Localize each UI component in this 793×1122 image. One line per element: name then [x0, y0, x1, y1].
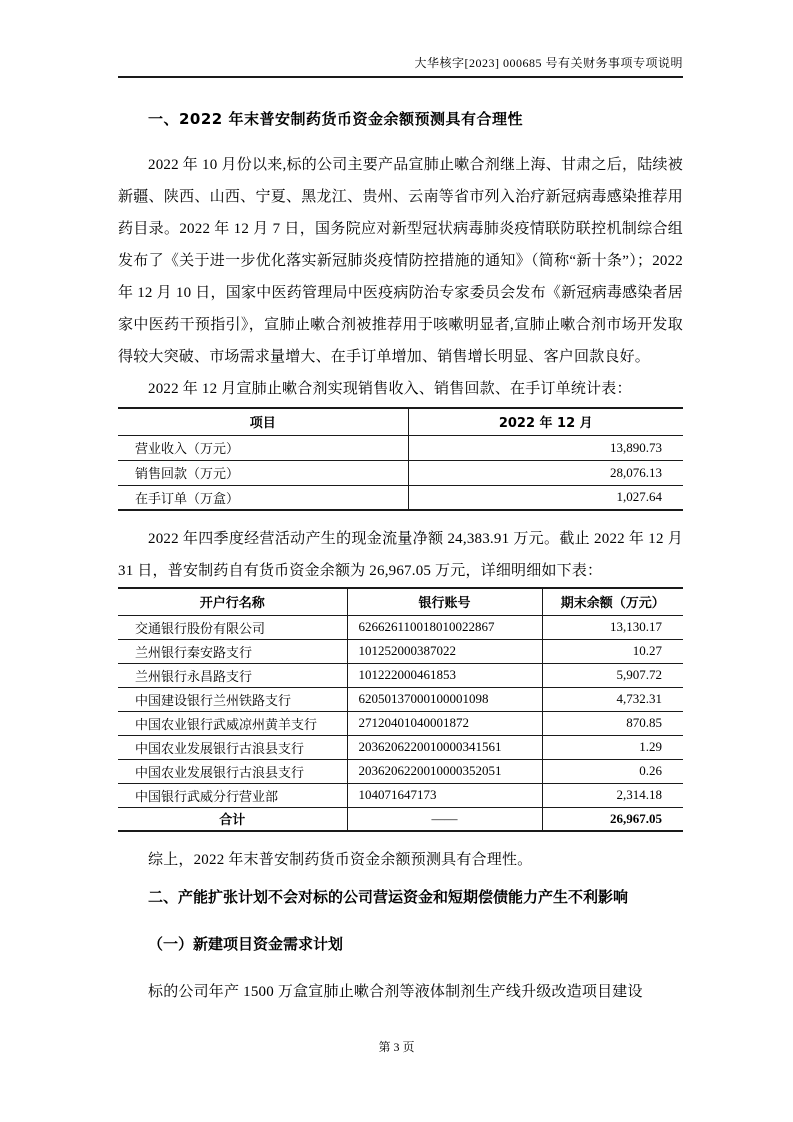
total-dash: ——: [347, 807, 542, 831]
bank-name: 中国农业发展银行古浪县支行: [118, 735, 347, 759]
sales-table-intro: 2022 年 12 月宣肺止嗽合剂实现销售收入、销售回款、在手订单统计表：: [148, 381, 632, 397]
row-value: 1,027.64: [408, 485, 683, 510]
balance-value: 5,907.72: [542, 663, 683, 687]
balance-value: 4,732.31: [542, 687, 683, 711]
table-row: [118, 639, 683, 663]
total-label: 合计: [219, 812, 246, 828]
table-row: [118, 783, 683, 807]
row-value: 28,076.13: [408, 460, 683, 485]
bank-name: 中国建设银行兰州铁路支行: [118, 687, 347, 711]
account-number: 2036206220010000352051: [347, 759, 542, 783]
section1-conclusion: 综上，2022 年末普安制药货币资金余额预测具有合理性。: [148, 852, 533, 868]
page-number: 第 3 页: [378, 1040, 415, 1054]
bank-name: 中国银行武威分行营业部: [118, 783, 347, 807]
section2-paragraph1: 标的公司年产 1500 万盒宣肺止嗽合剂等液体制剂生产线升级改造项目建设: [148, 984, 643, 1000]
account-number: 27120401040001872: [347, 711, 542, 735]
bank-accounts-table: [118, 587, 683, 832]
table-row: [118, 711, 683, 735]
section2-subheading: （一）新建项目资金需求计划: [148, 935, 344, 953]
bank-table-header-row: [118, 588, 683, 615]
balance-value: 1.29: [542, 735, 683, 759]
sales-table-header-row: [118, 408, 683, 435]
table-row: [118, 687, 683, 711]
sales-table-header-month: 2022 年 12 月: [408, 408, 683, 435]
row-label: 在手订单（万盒）: [135, 490, 240, 506]
account-number: 626626110018010022867: [347, 615, 542, 639]
header-title: 大华核字[2023] 000685 号有关财务事项专项说明: [414, 56, 683, 70]
balance-value: 2,314.18: [542, 783, 683, 807]
bank-name: 兰州银行永昌路支行: [118, 663, 347, 687]
row-value: 13,890.73: [408, 435, 683, 460]
section1-paragraph2: 2022 年四季度经营活动产生的现金流量净额 24,383.91 万元。截止 2022 年 12 月 31 日，普安制药自有货币资金余额为 26,967.05 万元，详细明细如下表：: [118, 531, 683, 579]
row-label: 营业收入（万元）: [118, 435, 408, 460]
table-row: [118, 435, 683, 460]
balance-value: 10.27: [542, 639, 683, 663]
account-number: 104071647173: [347, 783, 542, 807]
total-row: [118, 807, 683, 831]
balance-value: 0.26: [542, 759, 683, 783]
bank-name: 中国农业发展银行古浪县支行: [118, 759, 347, 783]
sales-table-header-item: 项目: [118, 408, 408, 435]
account-number: 62050137000100001098: [347, 687, 542, 711]
table-row: [118, 615, 683, 639]
section2-heading: 二、产能扩张计划不会对标的公司营运资金和短期偿债能力产生不利影响: [148, 888, 629, 906]
table-row: [118, 735, 683, 759]
balance-value: 870.85: [542, 711, 683, 735]
table-row: [118, 485, 683, 510]
table-row: [118, 663, 683, 687]
table-row: [118, 460, 683, 485]
bank-name: 兰州银行秦安路支行: [118, 639, 347, 663]
account-number: 101222000461853: [347, 663, 542, 687]
table-row: [118, 759, 683, 783]
bank-table-header-balance: 期末余额（万元）: [542, 588, 683, 615]
document-page: [118, 0, 683, 1122]
sales-table: [118, 407, 683, 511]
section1-heading: 一、2022 年末普安制药货币资金余额预测具有合理性: [148, 110, 523, 128]
account-number: 101252000387022: [347, 639, 542, 663]
balance-value: 13,130.17: [542, 615, 683, 639]
row-label: 销售回款（万元）: [118, 460, 408, 485]
section1-paragraph1: 2022 年 10 月份以来,标的公司主要产品宣肺止嗽合剂继上海、甘肃之后，陆续被新疆、陕西、山西、宁夏、黑龙江、贵州、云南等省市列入治疗新冠病毒感染推荐用药目录。2022 年 12 月 7 日，国务院应对新型冠状病毒肺炎疫情联防联控机制综合组发布了《关于进一步优化落实新冠肺炎疫情防控措施的通知》（简称“新十条”）；2022 年 12 月 10 日，国家中医药管理局中医疫病防治专家委员会发布《新冠病毒感染者居家中医药干预指引》，宣肺止嗽合剂被推荐用于咳嗽明显者,宣肺止嗽合剂市场开发取得较大突破、市场需求量增大、在手订单增加、销售增长明显、客户回款良好。: [118, 157, 683, 365]
account-number: 2036206220010000341561: [347, 735, 542, 759]
bank-name: 交通银行股份有限公司: [118, 615, 347, 639]
total-value: 26,967.05: [542, 807, 683, 831]
document-header: [118, 0, 683, 78]
bank-table-header-bank: 开户行名称: [118, 588, 347, 615]
bank-name: 中国农业银行武威凉州黄羊支行: [118, 711, 347, 735]
bank-table-header-account: 银行账号: [347, 588, 542, 615]
